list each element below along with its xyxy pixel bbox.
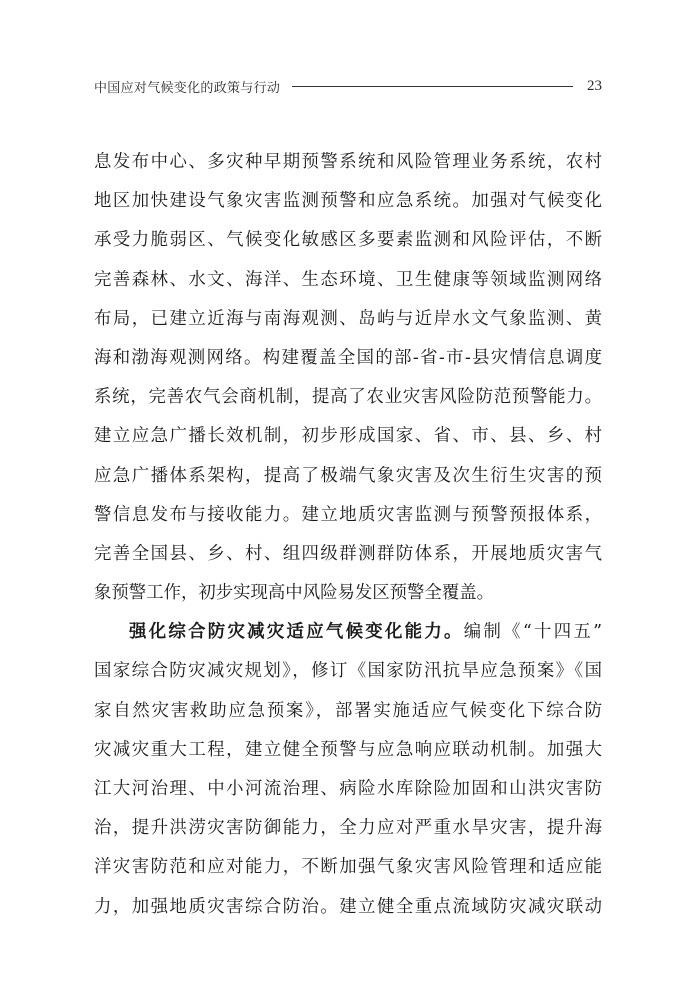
header-title: 中国应对气候变化的政策与行动 (94, 80, 281, 96)
text-line: 江大河治理、中小河流治理、病险水库除险加固和山洪灾害防 (94, 779, 602, 799)
text-line: 海和渤海观测网络。构建覆盖全国的部-省-市-县灾情信息调度 (94, 347, 602, 368)
text-line: 建立应急广播长效机制，初步形成国家、省、市、县、乡、村 (94, 426, 602, 447)
first-line-rest: 编制《“十四五” (463, 622, 602, 643)
body-text (94, 143, 602, 927)
text-line: 家自然灾害救助应急预案》，部署实施适应气候变化下综合防 (94, 700, 602, 721)
text-line: 灾减灾重大工程，建立健全预警与应急响应联动机制。加强大 (94, 739, 602, 760)
text-line-first (94, 613, 602, 652)
paragraph-lead-heading: 强化综合防灾减灾适应气候变化能力。 (129, 622, 464, 643)
text-line: 布局，已建立近海与南海观测、岛屿与近岸水文气象监测、黄 (94, 308, 602, 329)
text-line: 地区加快建设气象灾害监测预警和应急系统。加强对气候变化 (94, 191, 602, 212)
text-line: 应急广播体系架构，提高了极端气象灾害及次生衍生灾害的预 (94, 465, 602, 486)
paragraph-1 (94, 143, 602, 613)
header-rule (292, 86, 573, 87)
text-line: 力，加强地质灾害综合防治。建立健全重点流域防灾减灾联动 (94, 896, 602, 917)
text-line: 完善全国县、乡、村、组四级群测群防体系，开展地质灾害气 (94, 543, 602, 564)
text-line: 治，提升洪涝灾害防御能力，全力应对严重水旱灾害，提升海 (94, 818, 602, 839)
text-line: 象预警工作，初步实现高中风险易发区预警全覆盖。 (94, 583, 494, 604)
text-line: 系统，完善农气会商机制，提高了农业灾害风险防范预警能力。 (94, 387, 602, 408)
text-line: 国家综合防灾减灾规划》，修订《国家防汛抗旱应急预案》《国 (94, 661, 602, 682)
text-line: 完善森林、水文、海洋、生态环境、卫生健康等领域监测网络 (94, 269, 602, 290)
text-line: 息发布中心、多灾种早期预警系统和风险管理业务系统，农村 (94, 152, 602, 172)
text-line: 承受力脆弱区、气候变化敏感区多要素监测和风险评估，不断 (94, 230, 602, 251)
running-header (94, 76, 602, 96)
text-line: 洋灾害防范和应对能力，不断加强气象灾害风险管理和适应能 (94, 857, 602, 878)
page-number: 23 (587, 77, 602, 94)
paragraph-2 (94, 613, 602, 927)
text-line: 警信息发布与接收能力。建立地质灾害监测与预警预报体系， (94, 504, 602, 525)
